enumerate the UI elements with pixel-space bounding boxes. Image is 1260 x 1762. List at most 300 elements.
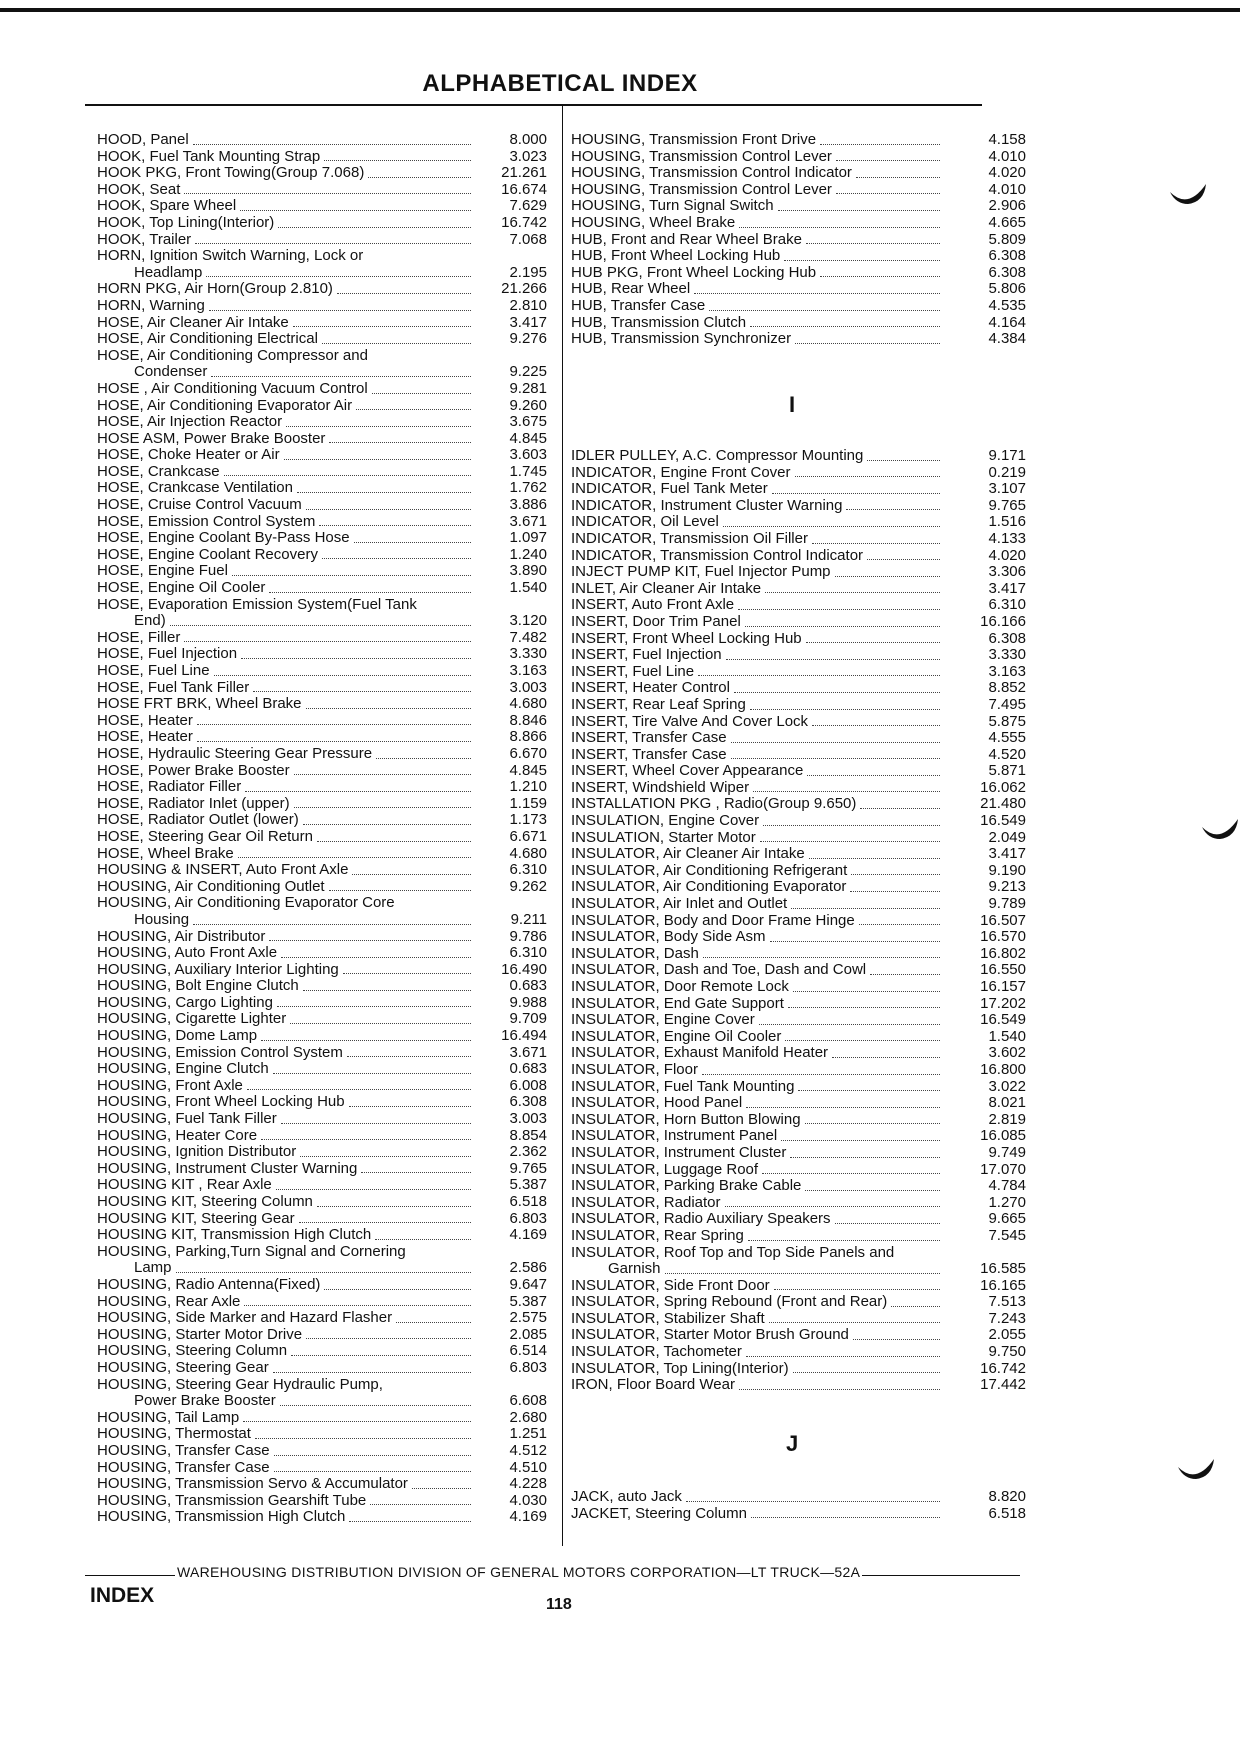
dot-leader (835, 1223, 940, 1224)
dot-leader (324, 160, 471, 161)
index-entry (97, 779, 547, 796)
dot-leader (748, 1240, 940, 1241)
entry-ref-number: 1.516 (988, 513, 1026, 531)
dot-leader (274, 1471, 471, 1472)
entry-ref-number: 3.675 (509, 413, 547, 431)
entry-name: INSERT, Heater Control (571, 679, 730, 697)
entry-name: HORN PKG, Air Horn(Group 2.810) (97, 280, 333, 298)
entry-name: HOUSING, Turn Signal Switch (571, 197, 774, 215)
index-entry (97, 1144, 547, 1161)
index-entry (571, 879, 1026, 896)
entry-ref-number: 0.219 (988, 463, 1026, 481)
entry-name: HOUSING, Front Wheel Locking Hub (97, 1093, 345, 1111)
index-entry (97, 846, 547, 863)
entry-ref-number: 9.765 (509, 1159, 547, 1177)
index-entry (97, 613, 547, 630)
index-entry (97, 713, 547, 730)
entry-ref-number: 4.133 (988, 529, 1026, 547)
entry-name: INSERT, Transfer Case (571, 729, 727, 747)
index-entry (97, 447, 547, 464)
entry-ref-number: 2.810 (509, 296, 547, 314)
entry-ref-number: 17.442 (980, 1376, 1026, 1394)
dot-leader (317, 841, 471, 842)
dot-leader (891, 1306, 940, 1307)
entry-ref-number: 21.266 (501, 280, 547, 298)
index-entry (97, 1310, 547, 1327)
entry-ref-number: 4.510 (509, 1458, 547, 1476)
entry-ref-number: 7.068 (509, 230, 547, 248)
index-entry (97, 215, 547, 232)
index-entry (571, 1506, 1026, 1523)
entry-name: HOUSING, Transmission Control Lever (571, 180, 832, 198)
entry-name: HOUSING KIT, Transmission High Clutch (97, 1226, 372, 1244)
entry-ref-number: 16.062 (980, 778, 1026, 796)
entry-name: HUB, Front and Rear Wheel Brake (571, 230, 802, 248)
entry-name: Lamp (134, 1259, 172, 1277)
index-entry (97, 1061, 547, 1078)
entry-name: HOSE, Crankcase Ventilation (97, 479, 293, 497)
column-divider (562, 104, 563, 1546)
dot-leader (170, 625, 471, 626)
footer (85, 1564, 1020, 1580)
dot-leader (770, 941, 940, 942)
index-entry (97, 464, 547, 481)
left-column (97, 132, 547, 1526)
dot-leader (247, 1089, 471, 1090)
dot-leader (723, 526, 940, 527)
entry-name: INDICATOR, Instrument Cluster Warning (571, 496, 843, 514)
dot-leader (806, 243, 940, 244)
index-entry (97, 315, 547, 332)
entry-name: INSULATOR, Hood Panel (571, 1094, 743, 1112)
entry-ref-number: 4.784 (988, 1177, 1026, 1195)
index-entry (571, 448, 1026, 465)
entry-ref-number: 16.585 (980, 1260, 1026, 1278)
dot-leader (297, 492, 471, 493)
dot-leader (809, 858, 940, 859)
dot-leader (762, 1173, 940, 1174)
entry-ref-number: 4.845 (509, 429, 547, 447)
dot-leader (278, 227, 471, 228)
index-entry (97, 1244, 547, 1261)
entry-ref-number: 4.535 (988, 296, 1026, 314)
dot-leader (812, 543, 940, 544)
index-entry (97, 879, 547, 896)
entry-name: INSERT, Rear Leaf Spring (571, 695, 746, 713)
index-entry (97, 1460, 547, 1477)
dot-leader (851, 874, 940, 875)
entry-name: HOSE, Radiator Inlet (upper) (97, 794, 290, 812)
section-letter-i: I (789, 392, 796, 417)
entry-name: HOUSING, Transfer Case (97, 1441, 270, 1459)
entry-name: HOUSING, Steering Gear (97, 1358, 269, 1376)
dot-leader (725, 1206, 941, 1207)
entry-ref-number: 2.680 (509, 1408, 547, 1426)
dot-leader (860, 808, 940, 809)
index-entry (97, 796, 547, 813)
entry-ref-number: 2.906 (988, 197, 1026, 215)
entry-name: HOSE, Cruise Control Vacuum (97, 496, 302, 514)
dot-leader (329, 442, 471, 443)
dot-leader (370, 1504, 471, 1505)
entry-ref-number: 3.890 (509, 562, 547, 580)
entry-name: INSULATOR, Dash and Toe, Dash and Cowl (571, 961, 867, 979)
index-entry (571, 979, 1026, 996)
dot-leader (781, 1140, 940, 1141)
dot-leader (765, 592, 940, 593)
index-entry (97, 398, 547, 415)
index-entry (571, 863, 1026, 880)
dot-leader (277, 1006, 471, 1007)
dot-leader (709, 310, 940, 311)
index-entry (97, 514, 547, 531)
entry-ref-number: 2.049 (988, 828, 1026, 846)
dot-leader (731, 758, 940, 759)
dot-leader (805, 1123, 940, 1124)
entry-name: HOSE, Evaporation Emission System(Fuel Tank (97, 595, 417, 613)
index-entry (571, 962, 1026, 979)
index-entry (97, 563, 547, 580)
index-entry (571, 1245, 1026, 1262)
entry-ref-number: 9.211 (510, 910, 547, 928)
entry-ref-number: 1.745 (509, 462, 547, 480)
entry-name: HOUSING, Ignition Distributor (97, 1143, 297, 1161)
index-entry (571, 1344, 1026, 1361)
index-entry (571, 298, 1026, 315)
dot-leader (751, 1517, 940, 1518)
entry-ref-number: 16.742 (501, 213, 547, 231)
entry-name: HOUSING, Transmission Control Indicator (571, 164, 852, 182)
dot-leader (269, 592, 471, 593)
index-entry (97, 696, 547, 713)
entry-name: HUB, Transmission Clutch (571, 313, 747, 331)
entry-ref-number: 5.806 (988, 280, 1026, 298)
dot-leader (820, 276, 940, 277)
index-entry (571, 697, 1026, 714)
entry-name: Garnish (608, 1260, 661, 1278)
entry-name: INSULATOR, Engine Cover (571, 1011, 755, 1029)
entry-ref-number: 16.742 (980, 1359, 1026, 1377)
index-entry (571, 514, 1026, 531)
dot-leader (280, 1405, 471, 1406)
entry-ref-number: 9.789 (988, 895, 1026, 913)
entry-ref-number: 3.120 (509, 612, 547, 630)
dot-leader (703, 957, 940, 958)
dot-leader (337, 293, 471, 294)
entry-ref-number: 1.159 (509, 794, 547, 812)
entry-ref-number: 6.308 (988, 629, 1026, 647)
entry-ref-number: 4.680 (509, 844, 547, 862)
index-entry (571, 1195, 1026, 1212)
index-entry (97, 1111, 547, 1128)
dot-leader (349, 1106, 471, 1107)
entry-name: HOUSING, Thermostat (97, 1425, 251, 1443)
index-entry (97, 182, 547, 199)
dot-leader (281, 957, 471, 958)
entry-ref-number: 9.262 (509, 877, 547, 895)
dot-leader (361, 1172, 471, 1173)
entry-name: INSULATOR, Horn Button Blowing (571, 1110, 801, 1128)
entry-ref-number: 8.021 (988, 1094, 1026, 1112)
index-entry (97, 962, 547, 979)
entry-name: HOSE, Filler (97, 628, 181, 646)
entry-name: INSULATOR, Air Cleaner Air Intake (571, 845, 805, 863)
entry-name: Power Brake Booster (134, 1392, 276, 1410)
entry-name: HOSE , Air Conditioning Vacuum Control (97, 379, 368, 397)
entry-name: HOSE, Engine Fuel (97, 562, 228, 580)
index-entry (97, 1128, 547, 1145)
entry-name: HOUSING, Rear Axle (97, 1292, 241, 1310)
entry-name: INDICATOR, Oil Level (571, 513, 719, 531)
entry-name: INDICATOR, Transmission Control Indicator (571, 546, 864, 564)
index-entry (571, 281, 1026, 298)
index-entry (571, 198, 1026, 215)
index-entry (97, 1360, 547, 1377)
entry-ref-number: 9.750 (988, 1343, 1026, 1361)
entry-name: HOUSING, Air Conditioning Evaporator Core (97, 894, 395, 912)
dot-leader (214, 675, 471, 676)
dot-leader (753, 791, 940, 792)
dot-leader (322, 343, 471, 344)
index-entry (571, 149, 1026, 166)
entry-name: HOSE FRT BRK, Wheel Brake (97, 695, 302, 713)
entry-ref-number: 1.240 (509, 545, 547, 563)
entry-ref-number: 3.330 (509, 645, 547, 663)
entry-name: INSERT, Door Trim Panel (571, 612, 741, 630)
entry-ref-number: 3.886 (509, 496, 547, 514)
index-entry (97, 265, 547, 282)
index-entry (97, 364, 547, 381)
dot-leader (303, 990, 471, 991)
entry-ref-number: 3.417 (988, 845, 1026, 863)
index-entry (571, 531, 1026, 548)
entry-name: HOOD, Panel (97, 131, 189, 148)
index-entry (571, 830, 1026, 847)
index-entry (97, 1194, 547, 1211)
binder-hole-mark (1200, 815, 1240, 845)
entry-name: HOSE, Engine Oil Cooler (97, 579, 266, 597)
entry-ref-number: 6.803 (509, 1209, 547, 1227)
index-entry (97, 232, 547, 249)
entry-name: INSERT, Transfer Case (571, 745, 727, 763)
entry-name: HOUSING, Side Marker and Hazard Flasher (97, 1309, 393, 1327)
entry-name: INSULATOR, Door Remote Lock (571, 978, 789, 995)
index-entry (571, 248, 1026, 265)
entry-ref-number: 4.164 (988, 313, 1026, 331)
entry-ref-number: 4.228 (509, 1475, 547, 1493)
entry-name: IDLER PULLEY, A.C. Compressor Mounting (571, 447, 864, 464)
footer-text: WAREHOUSING DISTRIBUTION DIVISION OF GENERAL MOTORS CORPORATION—LT TRUCK—52A (177, 1564, 861, 1580)
index-entry (97, 1393, 547, 1410)
entry-ref-number: 9.213 (988, 878, 1026, 896)
entry-ref-number: 9.786 (509, 927, 547, 945)
index-entry (571, 1128, 1026, 1145)
dot-leader (253, 691, 471, 692)
entry-ref-number: 1.540 (988, 1027, 1026, 1045)
entry-name: HOOK, Trailer (97, 230, 192, 248)
entry-name: Condenser (134, 363, 208, 381)
entry-name: HOUSING, Tail Lamp (97, 1408, 240, 1426)
entry-ref-number: 8.854 (509, 1126, 547, 1144)
entry-name: HOUSING, Air Conditioning Outlet (97, 877, 325, 895)
index-entry (97, 763, 547, 780)
dot-leader (306, 708, 471, 709)
index-entry (571, 1327, 1026, 1344)
index-entry (97, 1078, 547, 1095)
index-entry (97, 1045, 547, 1062)
entry-name: HOUSING KIT, Steering Column (97, 1193, 313, 1210)
dot-leader (739, 227, 940, 228)
entry-ref-number: 4.512 (509, 1441, 547, 1459)
entry-ref-number: 3.417 (988, 579, 1026, 597)
entry-name: INSULATOR, Luggage Roof (571, 1160, 759, 1178)
entry-ref-number: 9.988 (509, 993, 547, 1011)
index-entry (97, 281, 547, 298)
dot-leader (244, 1305, 471, 1306)
dot-leader (798, 1090, 940, 1091)
entry-name: INSULATOR, Radiator (571, 1193, 721, 1211)
index-entry (571, 1145, 1026, 1162)
entry-name: INSULATOR, Air Inlet and Outlet (571, 895, 788, 913)
index-entry (571, 182, 1026, 199)
index-entry (97, 1161, 547, 1178)
entry-name: HORN, Warning (97, 296, 205, 314)
index-entry (571, 680, 1026, 697)
entry-ref-number: 3.163 (988, 662, 1026, 680)
entry-name: HUB PKG, Front Wheel Locking Hub (571, 263, 817, 281)
entry-ref-number: 2.362 (509, 1143, 547, 1161)
entry-ref-number: 16.802 (980, 944, 1026, 962)
dot-leader (836, 160, 940, 161)
index-entry (97, 597, 547, 614)
entry-ref-number: 3.003 (509, 678, 547, 696)
entry-name: HOUSING, Transmission Control Lever (571, 147, 832, 165)
dot-leader (850, 891, 940, 892)
index-entry (571, 780, 1026, 797)
entry-ref-number: 4.010 (988, 147, 1026, 165)
dot-leader (820, 144, 940, 145)
entry-name: INSULATOR, Stabilizer Shaft (571, 1309, 765, 1327)
entry-ref-number: 5.809 (988, 230, 1026, 248)
entry-name: HOUSING KIT , Rear Axle (97, 1176, 272, 1194)
dot-leader (193, 144, 471, 145)
dot-leader (867, 460, 940, 461)
dot-leader (255, 1438, 471, 1439)
index-entry (97, 580, 547, 597)
dot-leader (269, 940, 471, 941)
dot-leader (853, 1339, 940, 1340)
entry-name: INJECT PUMP KIT, Fuel Injector Pump (571, 563, 831, 581)
entry-name: HOSE, Fuel Line (97, 662, 210, 679)
entry-name: INSERT, Tire Valve And Cover Lock (571, 712, 809, 730)
entry-name: HOUSING, Steering Gear Hydraulic Pump, (97, 1375, 383, 1393)
entry-ref-number: 21.261 (501, 164, 547, 182)
dot-leader (805, 1190, 940, 1191)
dot-leader (294, 807, 471, 808)
entry-ref-number: 9.260 (509, 396, 547, 414)
entry-ref-number: 2.819 (988, 1110, 1026, 1128)
entry-ref-number: 4.169 (509, 1508, 547, 1526)
title-rule (85, 104, 982, 106)
entry-name: INSERT, Front Wheel Locking Hub (571, 629, 802, 647)
dot-leader (791, 908, 940, 909)
index-entry (97, 547, 547, 564)
index-entry (97, 298, 547, 315)
entry-name: HOSE, Wheel Brake (97, 844, 234, 862)
index-entry (571, 232, 1026, 249)
index-entry (571, 1294, 1026, 1311)
dot-leader (739, 1389, 940, 1390)
entry-name: INSULATOR, Tachometer (571, 1343, 742, 1361)
index-entry (97, 414, 547, 431)
entry-name: HOSE, Fuel Tank Filler (97, 678, 250, 696)
entry-ref-number: 1.210 (509, 778, 547, 796)
entry-ref-number: 3.417 (509, 313, 547, 331)
entry-name: HOSE, Heater (97, 728, 193, 746)
dot-leader (368, 177, 471, 178)
dot-leader (694, 293, 940, 294)
index-entry (571, 265, 1026, 282)
entry-name: INSULATOR, Spring Rebound (Front and Rear) (571, 1293, 888, 1311)
entry-ref-number: 8.852 (988, 679, 1026, 697)
entry-name: INSTALLATION PKG , Radio(Group 9.650) (571, 795, 857, 813)
index-entry (97, 198, 547, 215)
entry-ref-number: 1.097 (509, 529, 547, 547)
entry-name: INSULATION, Engine Cover (571, 812, 760, 830)
dot-leader (750, 326, 940, 327)
index-entry (97, 912, 547, 929)
entry-ref-number: 9.190 (988, 861, 1026, 879)
index-entry (97, 165, 547, 182)
entry-name: HOUSING, Wheel Brake (571, 213, 736, 231)
index-entry (97, 1443, 547, 1460)
entry-ref-number: 6.518 (988, 1504, 1026, 1522)
entry-name: HOUSING, Steering Column (97, 1342, 288, 1360)
dot-leader (806, 642, 940, 643)
entry-name: INSULATOR, Instrument Cluster (571, 1143, 787, 1161)
entry-name: HOUSING, Transmission Front Drive (571, 131, 817, 148)
dot-leader (306, 1338, 471, 1339)
binder-hole-mark (1176, 1455, 1216, 1485)
index-entry (571, 1377, 1026, 1394)
entry-name: HOSE ASM, Power Brake Booster (97, 429, 326, 447)
entry-ref-number: 2.575 (509, 1309, 547, 1327)
entry-ref-number: 17.070 (980, 1160, 1026, 1178)
entry-name: HOSE, Emission Control System (97, 512, 316, 530)
dot-leader (846, 509, 940, 510)
entry-name: INSULATOR, Parking Brake Cable (571, 1177, 802, 1195)
entry-ref-number: 3.022 (988, 1077, 1026, 1095)
entry-name: HOUSING, Auxiliary Interior Lighting (97, 960, 339, 978)
entry-ref-number: 8.000 (509, 131, 547, 148)
entry-name: INSULATOR, Engine Oil Cooler (571, 1027, 782, 1045)
section-letter-j: J (786, 1431, 799, 1456)
dot-leader (184, 193, 471, 194)
page-number: 118 (546, 1596, 572, 1613)
entry-ref-number: 2.085 (509, 1325, 547, 1343)
dot-leader (665, 1273, 940, 1274)
dot-leader (197, 724, 471, 725)
entry-name: JACK, auto Jack (571, 1488, 682, 1505)
entry-name: INSULATOR, Body and Door Frame Hinge (571, 911, 855, 929)
entry-name: HOUSING, Parking,Turn Signal and Cornering (97, 1242, 406, 1260)
dot-leader (245, 791, 471, 792)
entry-name: HUB, Rear Wheel (571, 280, 691, 298)
index-entry (97, 348, 547, 365)
entry-name: INSULATOR, Side Front Door (571, 1276, 770, 1294)
entry-ref-number: 3.602 (988, 1044, 1026, 1062)
entry-ref-number: 6.671 (509, 827, 547, 845)
